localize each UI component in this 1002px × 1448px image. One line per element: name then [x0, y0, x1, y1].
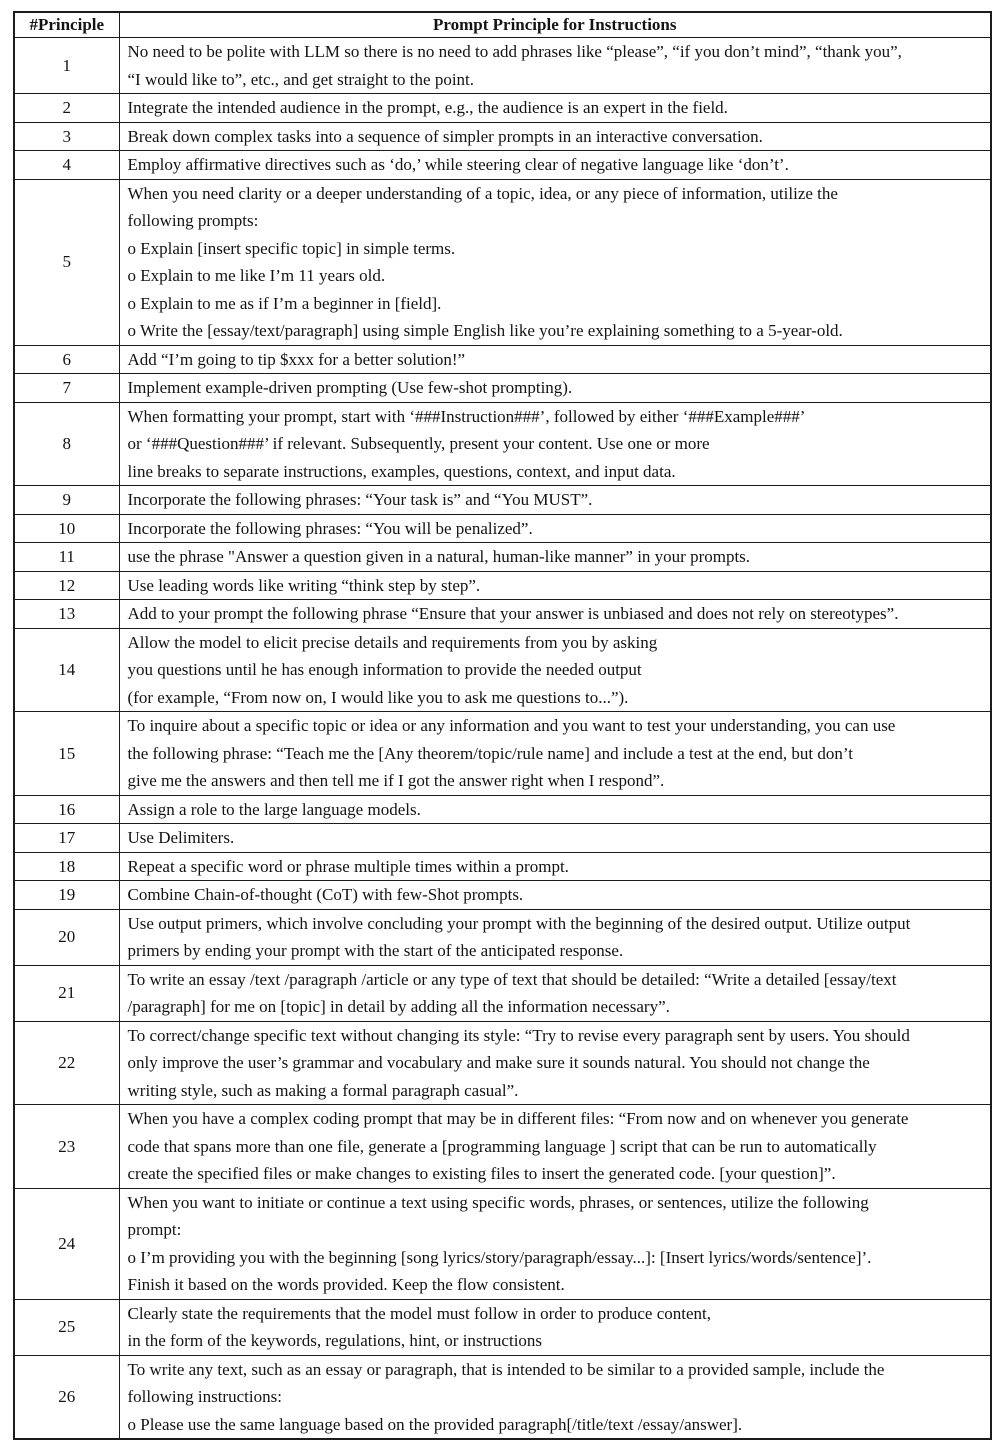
principle-text-line: give me the answers and then tell me if I got the answer right when I respond”.	[127, 771, 665, 790]
principle-text-line: To inquire about a specific topic or idea or any information and you want to test your understanding, you can use	[127, 716, 896, 735]
principle-number: 7	[14, 374, 119, 403]
principle-text-line: following instructions:	[127, 1387, 282, 1406]
table-row	[14, 486, 991, 515]
principle-text-line: Implement example-driven prompting (Use few-shot prompting).	[127, 378, 573, 397]
principle-number: 6	[14, 345, 119, 374]
principle-number: 5	[14, 179, 119, 345]
table-row	[14, 628, 991, 712]
principle-text-line: Integrate the intended audience in the prompt, e.g., the audience is an expert in the field.	[127, 98, 728, 117]
table-row	[14, 1105, 991, 1189]
principle-text-line: code that spans more than one file, generate a [programming language ] script that can be run to automatically	[127, 1136, 877, 1156]
header-instruction-col: Prompt Principle for Instructions	[119, 12, 991, 38]
principle-text-line: Repeat a specific word or phrase multiple times within a prompt.	[127, 856, 569, 876]
principle-text-line: in the form of the keywords, regulations, hint, or instructions	[127, 1331, 543, 1350]
table-row	[14, 151, 991, 180]
table-row	[14, 543, 991, 572]
principle-text	[119, 600, 991, 629]
table-row	[14, 122, 991, 151]
principle-text-line: Finish it based on the words provided. Keep the flow consistent.	[127, 1275, 565, 1294]
principle-text-line: No need to be polite with LLM so there is no need to add phrases like “please”, “if you don’t mind”, “thank you”,	[127, 42, 902, 61]
table-row	[14, 909, 991, 965]
principle-text	[119, 1105, 991, 1189]
principle-text	[119, 151, 991, 180]
principle-text-line: To correct/change specific text without changing its style: “Try to revise every paragraph sent by users. You should	[127, 1025, 910, 1045]
principle-number: 13	[14, 600, 119, 629]
principle-text-line: When you have a complex coding prompt that may be in different files: “From now and on whenever you generate	[127, 1109, 909, 1128]
table-row	[14, 824, 991, 853]
principle-text-line: the following phrase: “Teach me the [Any theorem/topic/rule name] and include a test at the end, but don’t	[127, 743, 853, 763]
principle-text-line: or ‘###Question###’ if relevant. Subsequently, present your content. Use one or more	[127, 434, 710, 453]
principle-text-line: writing style, such as making a formal paragraph casual”.	[127, 1080, 519, 1100]
principle-text-line: Combine Chain-of-thought (CoT) with few-Shot prompts.	[127, 885, 524, 904]
table-row	[14, 600, 991, 629]
principle-text-line: o Explain [insert specific topic] in simple terms.	[127, 238, 456, 258]
table-row	[14, 852, 991, 881]
header-principle-col: #Principle	[14, 12, 119, 38]
table-row	[14, 1299, 991, 1355]
principle-number: 22	[14, 1021, 119, 1105]
table-row	[14, 38, 991, 94]
principle-text	[119, 1021, 991, 1105]
principle-number: 8	[14, 402, 119, 486]
principle-text-line: only improve the user’s grammar and vocabulary and make sure it sounds natural. You should not change the	[127, 1053, 870, 1072]
principle-text-line: /paragraph] for me on [topic] in detail by adding all the information necessary”.	[127, 997, 670, 1016]
table-row	[14, 712, 991, 796]
principle-text	[119, 852, 991, 881]
principle-text	[119, 712, 991, 796]
principle-number: 4	[14, 151, 119, 180]
principle-number: 19	[14, 881, 119, 910]
principle-text	[119, 824, 991, 853]
principle-text-line: To write any text, such as an essay or paragraph, that is intended to be similar to a provided sample, include the	[127, 1359, 885, 1379]
principle-text-line: “I would like to”, etc., and get straight to the point.	[127, 69, 475, 89]
principle-text	[119, 1299, 991, 1355]
principle-number: 26	[14, 1355, 119, 1439]
principle-text	[119, 94, 991, 123]
principle-text	[119, 965, 991, 1021]
principle-number: 25	[14, 1299, 119, 1355]
principle-text-line: following prompts:	[127, 211, 259, 230]
principle-text	[119, 571, 991, 600]
principle-text-line: When you need clarity or a deeper understanding of a topic, idea, or any piece of information, utilize the	[127, 183, 838, 203]
principle-number: 21	[14, 965, 119, 1021]
principle-text	[119, 38, 991, 94]
table-row	[14, 179, 991, 345]
table-row	[14, 1188, 991, 1299]
table-row	[14, 374, 991, 403]
principle-text-line: line breaks to separate instructions, examples, questions, context, and input data.	[127, 461, 676, 481]
principle-number: 1	[14, 38, 119, 94]
principle-text-line: Employ affirmative directives such as ‘do,’ while steering clear of negative language like ‘don’t’.	[127, 155, 789, 174]
table-row	[14, 402, 991, 486]
table-row	[14, 965, 991, 1021]
principle-text-line: use the phrase "Answer a question given in a natural, human-like manner” in your prompts.	[127, 547, 751, 566]
table-header-row	[14, 12, 991, 38]
principle-text-line: Assign a role to the large language models.	[127, 799, 421, 819]
table-row	[14, 1021, 991, 1105]
principle-number: 16	[14, 795, 119, 824]
principle-number: 2	[14, 94, 119, 123]
principle-text-line: Use Delimiters.	[127, 828, 235, 847]
table-row	[14, 795, 991, 824]
principle-number: 15	[14, 712, 119, 796]
principle-text	[119, 543, 991, 572]
principle-text	[119, 345, 991, 374]
principle-text-line: Incorporate the following phrases: “Your task is” and “You MUST”.	[127, 490, 593, 509]
table-row	[14, 881, 991, 910]
principle-number: 17	[14, 824, 119, 853]
principle-text-line: o Explain to me like I’m 11 years old.	[127, 266, 386, 285]
principle-text-line: o Write the [essay/text/paragraph] using simple English like you’re explaining something to a 5-year-old.	[127, 321, 843, 340]
principle-text-line: o Explain to me as if I’m a beginner in [field].	[127, 293, 442, 313]
principle-number: 23	[14, 1105, 119, 1189]
table-row	[14, 94, 991, 123]
principle-number: 18	[14, 852, 119, 881]
principle-text-line: Add to your prompt the following phrase “Ensure that your answer is unbiased and does not rely on stereotypes”.	[127, 604, 899, 623]
principle-number: 3	[14, 122, 119, 151]
principle-text-line: Use leading words like writing “think step by step”.	[127, 575, 481, 595]
principle-text	[119, 402, 991, 486]
principle-number: 20	[14, 909, 119, 965]
principle-text-line: Incorporate the following phrases: “You will be penalized”.	[127, 518, 533, 538]
principle-text	[119, 1188, 991, 1299]
principle-text-line: To write an essay /text /paragraph /article or any type of text that should be detailed: “Write a detailed [essay/text	[127, 969, 897, 989]
principle-text-line: primers by ending your prompt with the start of the anticipated response.	[127, 941, 624, 960]
principle-text	[119, 374, 991, 403]
principle-text	[119, 628, 991, 712]
table-row	[14, 1355, 991, 1439]
principle-number: 11	[14, 543, 119, 572]
principle-number: 9	[14, 486, 119, 515]
principle-text-line: prompt:	[127, 1220, 182, 1239]
principle-text-line: When formatting your prompt, start with ‘###Instruction###’, followed by either ‘###Example###’	[127, 406, 806, 426]
principle-number: 24	[14, 1188, 119, 1299]
principle-text-line: Allow the model to elicit precise details and requirements from you by asking	[127, 632, 658, 652]
principle-text-line: o Please use the same language based on the provided paragraph[/title/text /essay/answer].	[127, 1414, 743, 1434]
principle-text-line: you questions until he has enough information to provide the needed output	[127, 660, 642, 679]
principle-text-line: o I’m providing you with the beginning [song lyrics/story/paragraph/essay...]: [Insert lyrics/words/sentence]’.	[127, 1247, 872, 1267]
principle-text	[119, 909, 991, 965]
principle-text	[119, 881, 991, 910]
principle-text-line: When you want to initiate or continue a text using specific words, phrases, or sentences, utilize the following	[127, 1192, 869, 1212]
principle-text	[119, 514, 991, 543]
principles-table-body	[14, 38, 991, 1440]
principle-text	[119, 122, 991, 151]
principle-text-line: Use output primers, which involve concluding your prompt with the beginning of the desired output. Utilize output	[127, 913, 911, 933]
table-row	[14, 514, 991, 543]
principle-text-line: Clearly state the requirements that the model must follow in order to produce content,	[127, 1303, 712, 1323]
table-row	[14, 345, 991, 374]
principle-number: 12	[14, 571, 119, 600]
principle-text	[119, 1355, 991, 1439]
principle-text	[119, 179, 991, 345]
principle-text-line: Add “I’m going to tip $xxx for a better solution!”	[127, 349, 466, 369]
principle-text	[119, 486, 991, 515]
principle-number: 10	[14, 514, 119, 543]
table-row	[14, 571, 991, 600]
principle-text-line: create the specified files or make changes to existing files to insert the generated code. [your question]”.	[127, 1164, 836, 1183]
principle-number: 14	[14, 628, 119, 712]
principle-text	[119, 795, 991, 824]
principle-text-line: (for example, “From now on, I would like you to ask me questions to...”).	[127, 687, 629, 707]
principles-table	[13, 11, 992, 1440]
principle-text-line: Break down complex tasks into a sequence of simpler prompts in an interactive conversation.	[127, 126, 763, 146]
